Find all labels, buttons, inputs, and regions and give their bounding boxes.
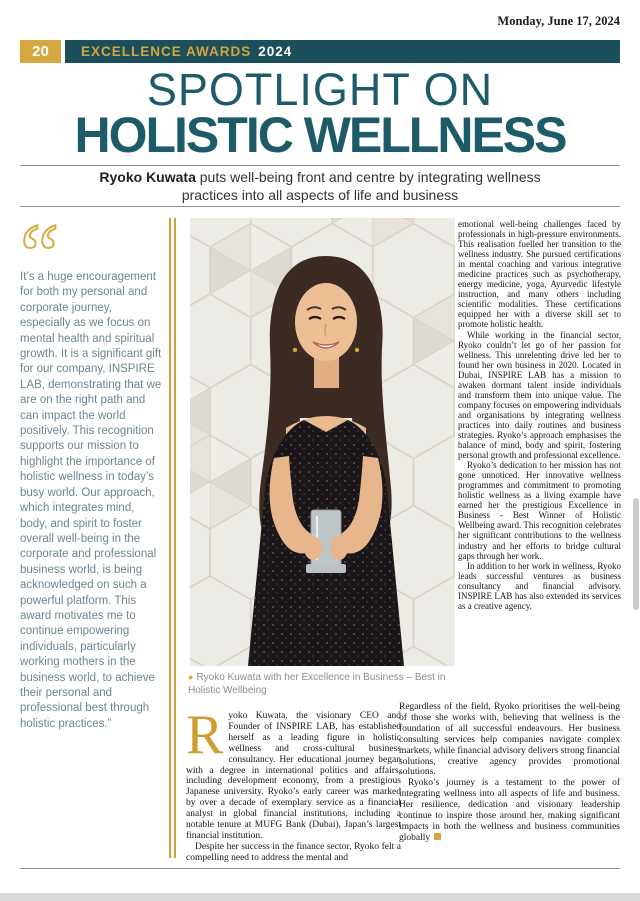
page-title-line2: HOLISTIC WELLNESS: [74, 107, 566, 163]
page-number: 20: [20, 40, 61, 63]
caption-bullet-icon: ●: [188, 672, 194, 682]
svg-text:“: [20, 222, 59, 266]
section-title: EXCELLENCE AWARDS: [81, 44, 252, 59]
section-band: [65, 40, 620, 63]
photo-caption: [188, 671, 462, 697]
article-paragraph: [399, 778, 620, 843]
article-paragraph: Despite her success in the finance sector, Ryoko felt a compelling need to address the mental and: [186, 841, 401, 863]
end-mark-icon: [434, 833, 441, 840]
standfirst-text: puts well-being front and centre by integrating wellness practices into all aspects of life and business: [181, 169, 541, 203]
photo-ryoko-kuwata: [190, 218, 455, 666]
divider-rule-bottom: [20, 868, 620, 869]
article-column-middle: [186, 704, 401, 864]
article-paragraph-text: yoko Kuwata, the visionary CEO and Founder of INSPIRE LAB, has established herself as a leading figure in holistic wellness and cross-cultural business consultancy. Her educational journey began with a degree in international politics and affairs, including development economy, from a prestigious Japanese university. Ryoko’s early career was marked by over a decade of exemplary service as a financial analyst in global financial institutions, including a notable tenure at MUFG Bank (Dubai), Japan’s largest financial institution.: [186, 711, 401, 841]
article-paragraph: Ryoko’s dedication to her mission has not gone unnoticed. Her innovative wellness programmes and commitment to promoting holistic wellness as a living example have earned her the prestigious Excellence in Business - Best Winner of Holistic Wellbeing award. This recognition celebrates her significant contributions to the wellness industry and her efforts to bridge cultural gaps through her work.: [458, 460, 621, 561]
photo-caption-text: Ryoko Kuwata with her Excellence in Business – Best in Holistic Wellbeing: [188, 672, 446, 696]
article-paragraph: emotional well-being challenges faced by professionals in high-pressure environments. This realisation fuelled her transition to the wellness industry. She pursued certifications in mental coaching and various integrative medicine practices such as psychotherapy, energy medicine, yoga, Ayurvedic lifestyle instruction, and many others including scientific modalities. These certifications equipped her with a diverse skill set to promote holistic health.: [458, 219, 621, 330]
column-divider: [169, 218, 176, 858]
article-paragraph: Regardless of the field, Ryoko prioritises the well-being of those she works with, believing that wellness is the foundation of all successful endeavours. Her business consulting services help companies navigate complex markets, while financial advisory delivers strong financial solutions, creative agency provides promotional solutions.: [399, 702, 620, 778]
section-masthead: [20, 40, 620, 63]
article-column-right: [458, 219, 621, 611]
photo-illustration: [190, 218, 455, 666]
pull-quote: [20, 222, 163, 732]
pull-quote-text: It’s a huge encouragement for both my personal and corporate journey, especially as we focus on mental health and spiritual growth. It is a significant gift for our company, INSPIRE LAB, demonstrating that we are on the right path and can impact the world positively. This recognition supports our mission to highlight the importance of holistic wellness in today’s busy world. Our approach, which integrates mind, body, and spirit to foster overall well-being in the corporate and professional business world, is being acknowledged on such a powerful platform. This award motivates me to continue empowering individuals, particularly working mothers in the business world, to achieve their personal and professional best through holistic practices.”: [20, 271, 162, 730]
standfirst-name: Ryoko Kuwata: [99, 169, 196, 185]
divider-rule-top: [20, 165, 620, 166]
article-paragraph: [186, 704, 401, 842]
page-edge-shadow: [0, 893, 640, 901]
page-title-line1: SPOTLIGHT ON: [146, 64, 494, 115]
article-paragraph-text: Ryoko’s journey is a testament to the power of integrating wellness into all aspects of life and business. Her resilience, dedication and visionary leadership continue to inspire those around her, making significant impacts in both the wellness and business communities globally: [399, 778, 620, 843]
open-quote-icon: [20, 222, 84, 266]
article-column-right-wide: [399, 702, 620, 844]
page-title: [0, 64, 640, 163]
standfirst: [70, 169, 570, 204]
divider-rule-subtitle: [20, 206, 620, 207]
scrollbar-thumb[interactable]: [633, 498, 639, 610]
drop-cap: R: [186, 704, 224, 766]
article-paragraph: While working in the financial sector, Ryoko couldn’t let go of her passion for wellness. This unrelenting drive led her to found her own business in 2020. Located in Dubai, INSPIRE LAB has a mission to awaken dormant talent inside individuals and transform them into unique value. The company focuses on empowering individuals and organisations by integrating wellness practices into daily routines and business strategies. Ryoko’s approach emphasises the balance of mind, body and spirit, fostering personal growth and professional excellence.: [458, 329, 621, 461]
section-year: 2024: [258, 44, 293, 59]
issue-date: Monday, June 17, 2024: [497, 14, 620, 28]
article-paragraph: In addition to her work in wellness, Ryoko leads successful ventures as business consultancy and financial advisory. INSPIRE LAB has also extended its services as a creative agency.: [458, 560, 621, 611]
